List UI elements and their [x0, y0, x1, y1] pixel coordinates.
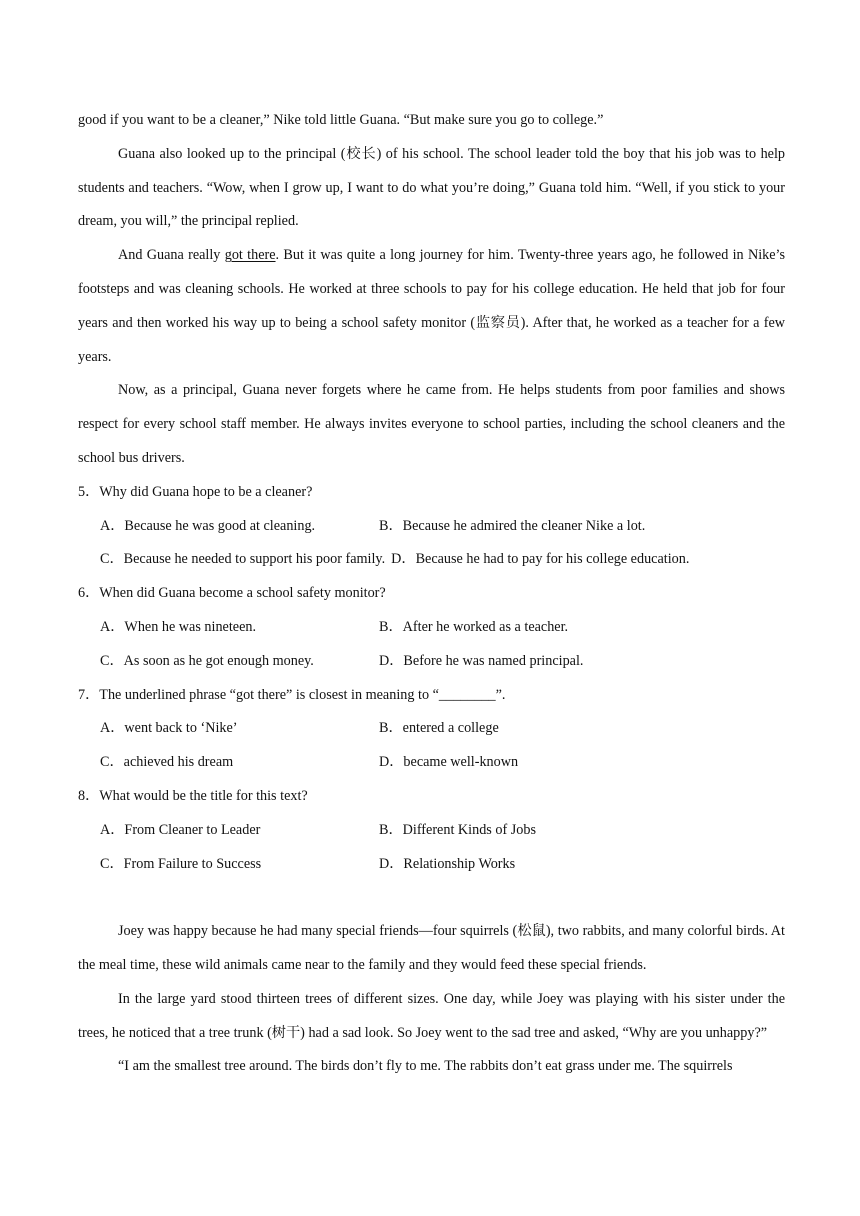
question-5-options-row-1 — [100, 510, 785, 544]
question-5-option-d: D．Because he had to pay for his college education. — [391, 551, 690, 568]
question-6-option-d: D．Before he was named principal. — [379, 652, 584, 669]
question-7-options-row-2 — [100, 746, 785, 780]
question-6-option-a: A．When he was nineteen. — [100, 618, 257, 635]
paragraph-3-text-start: And Guana really — [118, 247, 225, 264]
question-6-option-c: C．As soon as he got enough money. — [100, 652, 314, 669]
question-7-option-c: C．achieved his dream — [100, 754, 234, 771]
question-5 — [78, 476, 785, 577]
question-5-option-c: C．Because he needed to support his poor family. — [100, 551, 386, 568]
question-5-option-b: B．Because he admired the cleaner Nike a lot. — [379, 517, 646, 534]
section-spacer — [78, 881, 785, 915]
question-8-options-row-1 — [100, 814, 785, 848]
question-8-option-c: C．From Failure to Success — [100, 855, 262, 872]
passage2-paragraph-1: Joey was happy because he had many special friends—four squirrels (松鼠), two rabbits, and many colorful birds. At the meal time, these wild animals came near to the family and they would feed these special friends. — [78, 923, 785, 973]
question-7-options-row-1 — [100, 712, 785, 746]
question-8-options-row-2 — [100, 848, 785, 882]
question-8-stem: 8．What would be the title for this text? — [78, 787, 308, 804]
question-6-stem: 6．When did Guana become a school safety monitor? — [78, 585, 386, 602]
question-8-option-d: D．Relationship Works — [379, 855, 516, 872]
passage1-paragraph-1: good if you want to be a cleaner,” Nike told little Guana. “But make sure you go to college.” — [78, 112, 604, 128]
passage2-paragraph-3: “I am the smallest tree around. The birds don’t fly to me. The rabbits don’t eat grass under me. The squirrels — [118, 1058, 733, 1075]
passage1-paragraph-3 — [78, 239, 785, 374]
question-6-option-b: B．After he worked as a teacher. — [379, 618, 569, 635]
question-5-option-a: A．Because he was good at cleaning. — [100, 517, 316, 534]
question-6-options-row-2 — [100, 645, 785, 679]
question-7-option-b: B．entered a college — [379, 720, 499, 737]
question-7-stem: 7．The underlined phrase “got there” is closest in meaning to “________”. — [78, 686, 506, 703]
question-5-stem: 5．Why did Guana hope to be a cleaner? — [78, 483, 313, 500]
question-6 — [78, 577, 785, 678]
question-6-options-row-1 — [100, 611, 785, 645]
document-page — [78, 104, 785, 1084]
question-8-option-b: B．Different Kinds of Jobs — [379, 821, 536, 838]
question-7 — [78, 679, 785, 780]
paragraph-3-text-end: . But it was quite a long journey for him. Twenty-three years ago, he followed in Nike’s footsteps and was cleaning schools. He worked at three schools to pay for his college education. He held that job for four years and then worked his way up to being a school safety monitor (监察员). After that, he worked as a teacher for a few years. — [78, 247, 786, 365]
question-7-option-d: D．became well-known — [379, 754, 519, 771]
question-8 — [78, 780, 785, 881]
question-7-option-a: A．went back to ‘Nike’ — [100, 720, 238, 737]
question-8-option-a: A．From Cleaner to Leader — [100, 821, 261, 838]
underlined-phrase: got there — [224, 247, 276, 264]
question-5-options-row-2 — [100, 543, 785, 577]
passage1-paragraph-4: Now, as a principal, Guana never forgets where he came from. He helps students from poor families and shows respect for every school staff member. He always invites everyone to school parties, including the school cleaners and the school bus drivers. — [78, 382, 785, 466]
passage2-paragraph-2: In the large yard stood thirteen trees of different sizes. One day, while Joey was playing with his sister under the trees, he noticed that a tree trunk (树干) had a sad look. So Joey went to the sad tree and asked, “Why are you unhappy?” — [78, 990, 785, 1041]
passage1-paragraph-2: Guana also looked up to the principal (校长) of his school. The school leader told the boy that his job was to help students and teachers. “Wow, when I grow up, I want to do what you’re doing,” Guana told him. “Well, if you stick to your dream, you will,” the principal replied. — [78, 145, 785, 230]
